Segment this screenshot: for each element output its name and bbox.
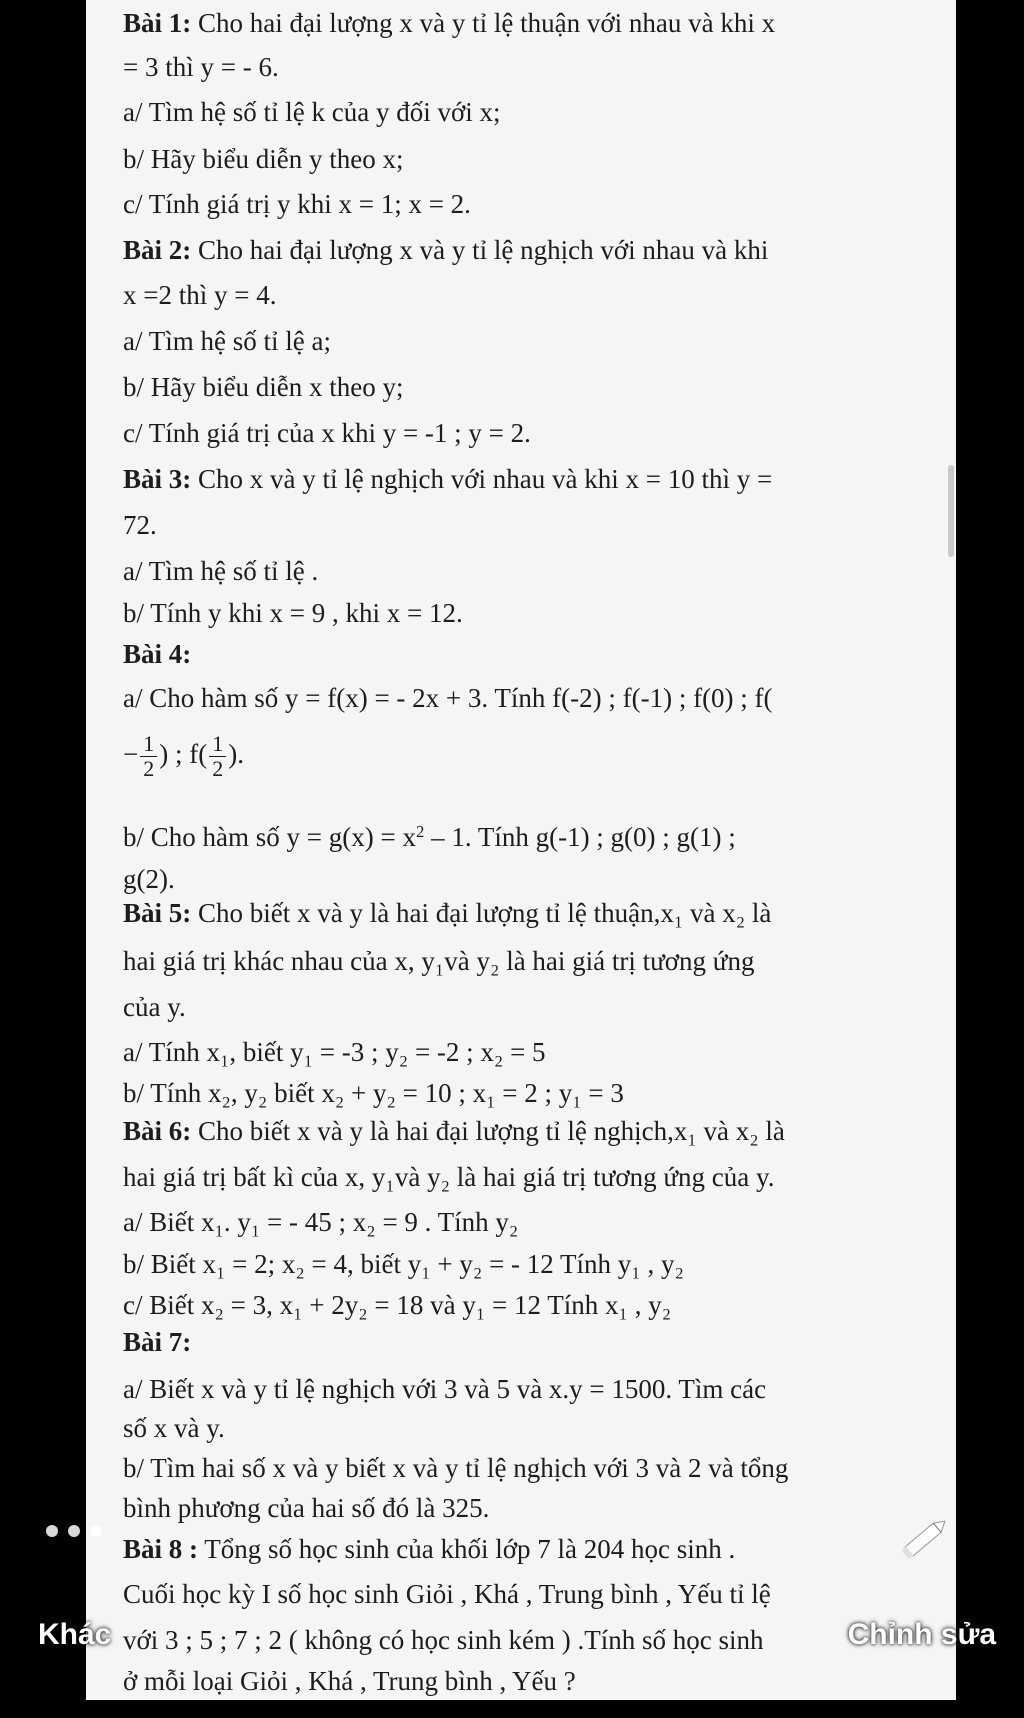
problem-3-part-a: a/ Tìm hệ số tỉ lệ . bbox=[123, 556, 319, 586]
problem-6-intro-cont: hai giá trị bất kì của x, y₁và y₂ là hai giá trị tương ứng của y. bbox=[123, 1162, 775, 1192]
problem-4-part-b-cont: g(2). bbox=[123, 864, 175, 894]
problem-2-part-c: c/ Tính giá trị của x khi y = -1 ; y = 2. bbox=[123, 418, 531, 448]
ellipsis-icon[interactable] bbox=[46, 1525, 110, 1539]
problem-5-part-a: a/ Tính x₁, biết y₁ = -3 ; y₂ = -2 ; x₂ = 5 bbox=[123, 1037, 546, 1067]
problem-5-intro-cont: hai giá trị khác nhau của x, y₁và y₂ là hai giá trị tương ứng bbox=[123, 946, 755, 976]
problem-1-part-c: c/ Tính giá trị y khi x = 1; x = 2. bbox=[123, 189, 471, 219]
problem-2-intro: Bài 2: Cho hai đại lượng x và y tỉ lệ nghịch với nhau và khi bbox=[123, 235, 769, 265]
scrollbar-thumb[interactable] bbox=[948, 465, 954, 557]
problem-1-intro-cont: = 3 thì y = - 6. bbox=[123, 52, 279, 82]
problem-7-part-b-cont: bình phương của hai số đó là 325. bbox=[123, 1493, 490, 1523]
fraction-one-half: $\frac{1}{2}$ bbox=[209, 732, 226, 781]
problem-2-intro-cont: x =2 thì y = 4. bbox=[123, 280, 277, 310]
problem-8-intro-cont2: với 3 ; 5 ; 7 ; 2 ( không có học sinh kém ) .Tính số học sinh bbox=[123, 1625, 764, 1655]
problem-7-part-a: a/ Biết x và y tỉ lệ nghịch với 3 và 5 và x.y = 1500. Tìm các bbox=[123, 1374, 767, 1404]
problem-2-part-b: b/ Hãy biểu diễn x theo y; bbox=[123, 372, 404, 402]
problem-1-part-a: a/ Tìm hệ số tỉ lệ k của y đối với x; bbox=[123, 97, 501, 127]
problem-7-part-a-cont: số x và y. bbox=[123, 1413, 225, 1443]
problem-4-part-b: b/ Cho hàm số $y = g(x) = x^2 - 1$. Tính g(-1) ; g(0) ; g(1) ; bbox=[123, 821, 736, 852]
problem-4-part-a: a/ Cho hàm số y = f(x) = - 2x + 3. Tính f(-2) ; f(-1) ; f(0) ; f( bbox=[123, 683, 773, 713]
problem-1-part-b: b/ Hãy biểu diễn y theo x; bbox=[123, 144, 404, 174]
problem-6-intro: Bài 6: Cho biết x và y là hai đại lượng tỉ lệ nghịch,x₁ và x₂ là bbox=[123, 1116, 785, 1146]
problem-7-part-b: b/ Tìm hai số x và y biết x và y tỉ lệ nghịch với 3 và 2 và tổng bbox=[123, 1453, 789, 1483]
problem-3-intro: Bài 3: Cho x và y tỉ lệ nghịch với nhau và khi x = 10 thì y = bbox=[123, 464, 773, 494]
problem-5-intro-cont2: của y. bbox=[123, 992, 186, 1022]
problem-6-part-b: b/ Biết x₁ = 2; x₂ = 4, biết y₁ + y₂ = - 12 Tính y₁ , y₂ bbox=[123, 1249, 684, 1279]
problem-3-part-b: b/ Tính y khi x = 9 , khi x = 12. bbox=[123, 598, 463, 628]
pencil-icon[interactable] bbox=[895, 1508, 955, 1568]
problem-5-intro: Bài 5: Cho biết x và y là hai đại lượng tỉ lệ thuận,x₁ và x₂ là bbox=[123, 898, 772, 928]
document-page bbox=[86, 0, 956, 1700]
problem-6-part-a: a/ Biết x₁. y₁ = - 45 ; x₂ = 9 . Tính y₂ bbox=[123, 1207, 519, 1237]
problem-5-part-b: b/ Tính x₂, y₂ biết x₂ + y₂ = 10 ; x₁ = 2 ; y₁ = 3 bbox=[123, 1078, 624, 1108]
problem-4-part-a-fractions: − $\frac{1}{2}$ ) ; f( $\frac{1}{2}$ ). bbox=[123, 731, 244, 782]
fraction-one-half: $\frac{1}{2}$ bbox=[140, 732, 157, 781]
problem-8-intro: Bài 8 : Tổng số học sinh của khối lớp 7 là 204 học sinh . bbox=[123, 1534, 736, 1564]
problem-4-heading: Bài 4: bbox=[123, 639, 192, 669]
other-button[interactable]: Khác bbox=[38, 1618, 112, 1651]
problem-3-intro-cont: 72. bbox=[123, 510, 157, 540]
problem-7-heading: Bài 7: bbox=[123, 1327, 192, 1357]
problem-8-intro-cont: Cuối học kỳ I số học sinh Giỏi , Khá , Trung bình , Yếu tỉ lệ bbox=[123, 1579, 771, 1609]
problem-1-intro: Bài 1: Cho hai đại lượng x và y tỉ lệ thuận với nhau và khi x bbox=[123, 8, 776, 38]
problem-8-intro-cont3: ở mỗi loại Giỏi , Khá , Trung bình , Yếu ? bbox=[123, 1666, 576, 1696]
edit-button[interactable]: Chỉnh sửa bbox=[847, 1618, 996, 1651]
problem-6-part-c: c/ Biết x₂ = 3, x₁ + 2y₂ = 18 và y₁ = 12 Tính x₁ , y₂ bbox=[123, 1290, 672, 1320]
problem-2-part-a: a/ Tìm hệ số tỉ lệ a; bbox=[123, 326, 331, 356]
